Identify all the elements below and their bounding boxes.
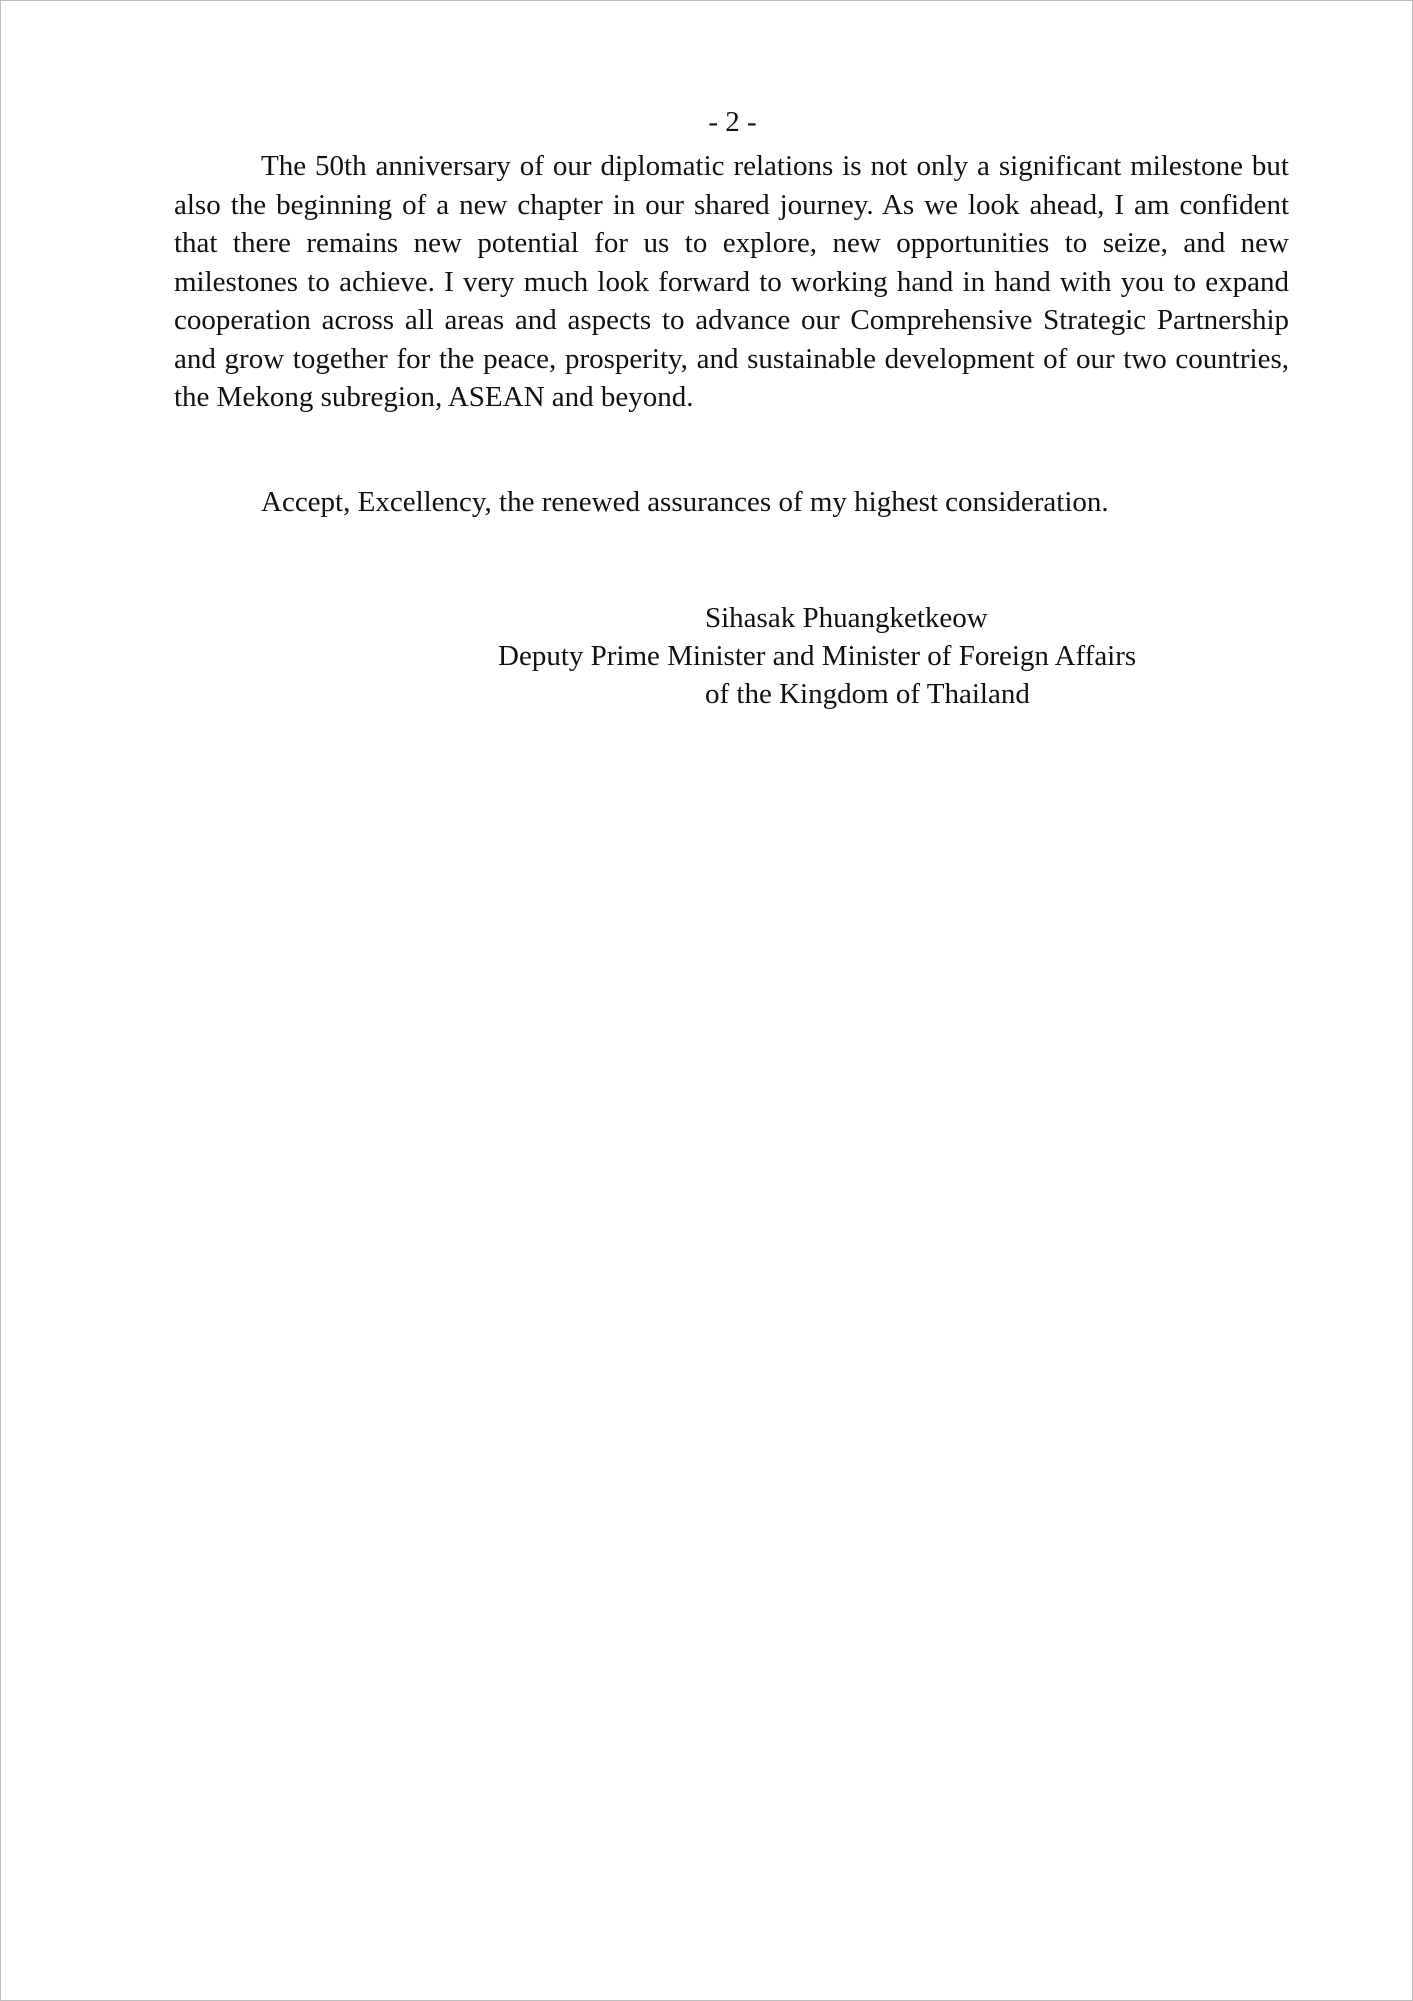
signatory-name: Sihasak Phuangketkeow (705, 602, 988, 634)
page-number: - 2 - (708, 106, 757, 138)
signatory-country: of the Kingdom of Thailand (705, 678, 1030, 710)
closing-line: Accept, Excellency, the renewed assurances of my highest consideration. (261, 486, 1109, 518)
signatory-title: Deputy Prime Minister and Minister of Foreign Affairs (498, 640, 1137, 672)
body-paragraph: The 50th anniversary of our diplomatic relations is not only a significant milestone but also the beginning of a new chapter in our shared journey. As we look ahead, I am confident that there remains new potential for us to explore, new opportunities to seize, and new milestones to achieve. I very much look forward to working hand in hand with you to expand cooperation across all areas and aspects to advance our Comprehensive Strategic Partnership and grow together for the peace, prosperity, and sustainable development of our two countries, the Mekong subregion, ASEAN and beyond. (174, 150, 1289, 413)
